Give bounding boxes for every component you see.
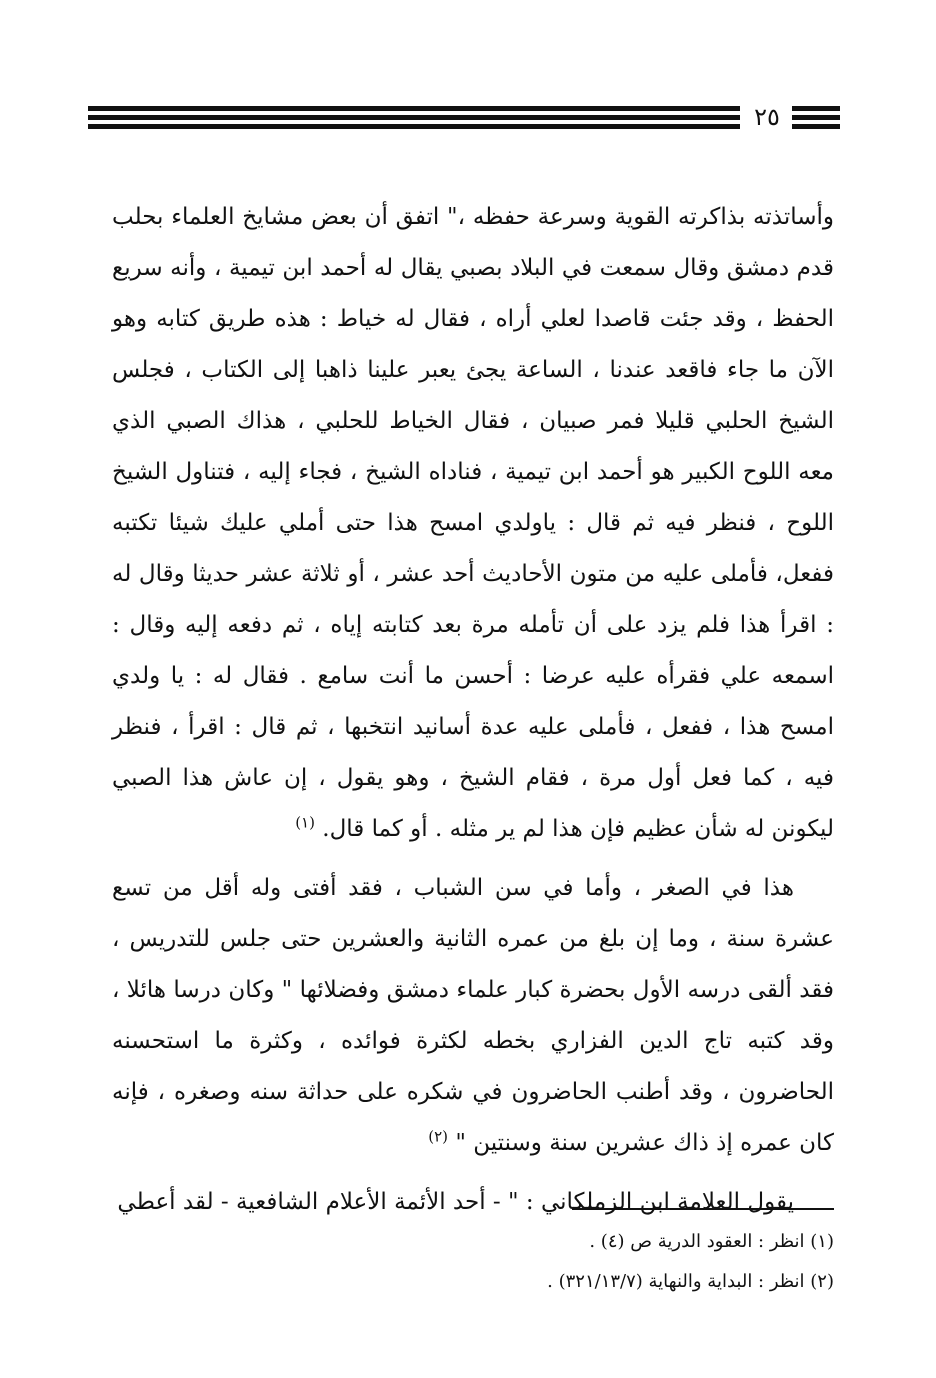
paragraph-text: وأساتذته بذاكرته القوية وسرعة حفظه ،" اتفق أن بعض مشايخ العلماء بحلب قدم دمشق وقال سمعت في البلاد بصبي يقال له أحمد ابن تيمية ، وأنه سريع الحفظ ، وقد جئت قاصدا لعلي أراه ، فقال له خياط : هذه طريق كتابه وهو الآن ما جاء فاقعد عندنا ، الساعة يجئ يعبر علينا ذاهبا إلى الكتاب ، فجلس الشيخ الحلبي قليلا فمر صبيان ، فقال الخياط للحلبي ، هذاك الصبي الذي معه اللوح الكبير هو أحمد ابن تيمية ، فناداه الشيخ ، فجاء إليه ، فتناول الشيخ اللوح ، فنظر فيه ثم قال : ياولدي امسح هذا حتى أملي عليك شيئا تكتبه ففعل، فأملى عليه من متون الأحاديث أحد عشر ، أو ثلاثة عشر حديثا وقال له : اقرأ هذا فلم يزد على أن تأمله مرة بعد كتابته إياه ، ثم دفعه إليه وقال : اسمعه علي فقرأه عليه عرضا : أحسن ما أنت سامع . فقال له : يا ولدي امسح هذا ، ففعل ، فأملى عليه عدة أسانيد انتخبها ، ثم قال : اقرأ ، فنظر فيه ، كما فعل أول مرة ، فقام الشيخ ، وهو يقول ، إن عاش هذا الصبي ليكونن له شأن عظيم فإن هذا لم ير مثله . أو كما قال. [112,204,834,842]
page-number: ٢٥ [754,103,780,131]
header-rule-line [88,106,740,111]
footnote-divider [572,1208,834,1210]
paragraph [112,192,834,855]
header-rule-line [792,124,840,129]
footnote-item: (١) انظر : العقود الدرية ص (٤) . [589,1231,834,1252]
footnotes [112,1222,834,1302]
paragraph [112,863,834,1169]
paragraph-text: يقول العلامة ابن الزملكاني : " - أحد الأئمة الأعلام الشافعية - لقد أعطي [117,1189,794,1215]
header-rule-line [792,106,840,111]
footnote-item: (٢) انظر : البداية والنهاية (٣٢١/١٣/٧) . [547,1271,834,1292]
footnote-reference[interactable]: (١) [295,813,315,832]
header-rule-line [88,115,740,120]
header-rule-line [88,124,740,129]
paragraph-text: هذا في الصغر ، وأما في سن الشباب ، فقد أفتى وله أقل من تسع عشرة سنة ، وما إن بلغ من عمره الثانية والعشرين حتى جلس للتدريس ، فقد ألقى درسه الأول بحضرة كبار علماء دمشق وفضلائها " وكان درسا هائلا ، وقد كتبه تاج الدين الفزاري بخطه لكثرة فوائده ، وكثرة ما استحسنه الحاضرون ، وقد أطنب الحاضرون في شكره على حداثة سنه وصغره ، فإنه كان عمره إذ ذاك عشرين سنة وسنتين " [112,875,834,1156]
page-header [88,100,840,134]
paragraph [112,1177,834,1228]
body-text [112,192,834,1236]
footnote-reference[interactable]: (٢) [428,1127,448,1146]
header-rule-right [792,106,840,133]
header-rule-line [792,115,840,120]
header-rule-left [88,106,740,133]
